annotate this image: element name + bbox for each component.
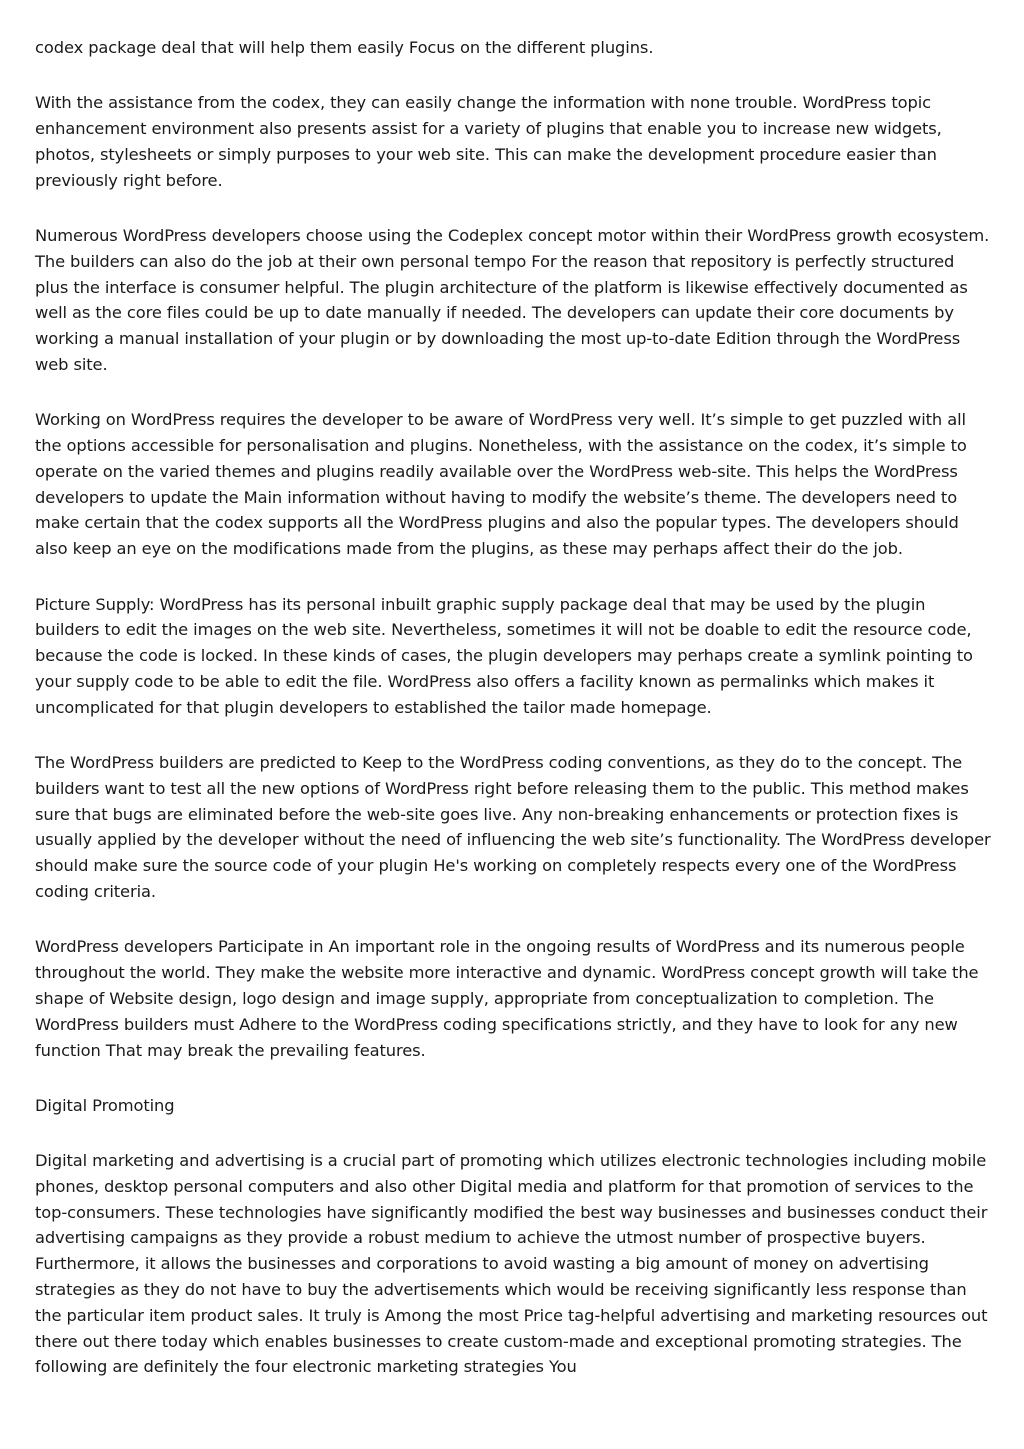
section-heading-digital-promoting: Digital Promoting xyxy=(35,1095,175,1115)
paragraph-codex-package: codex package deal that will help them easily Focus on the different plugins. xyxy=(35,38,654,57)
paragraph-developers-role: WordPress developers Participate in An important role in the ongoing results of WordPress and its numerous people throughout the world. They make the website more interactive and dynamic. WordPress concept growth will take the shape of Website design, logo design and image supply, appropriate from conceptualization to completion. The WordPress builders must Adhere to the WordPress coding specifications strictly, and they have to look for any new function That may break the prevailing features. xyxy=(35,937,979,1060)
paragraph-codex-assistance: With the assistance from the codex, they can easily change the information with none trouble. WordPress topic enhancement environment also presents assist for a variety of plugins that enable you to increase new widgets, photos, stylesheets or simply purposes to your web site. This can make the development procedure easier than previously right before. xyxy=(35,93,942,190)
paragraph-digital-marketing: Digital marketing and advertising is a crucial part of promoting which utilizes electronic technologies including mobile phones, desktop personal computers and also other Digital media and platform for that promotion of services to the top-consumers. These technologies have significantly modified the best way businesses and businesses conduct their advertising campaigns as they provide a robust medium to achieve the utmost number of prospective buyers. Furthermore, it allows the businesses and corporations to avoid wasting a big amount of money on advertising strategies as they do not have to buy the advertisements which would be receiving significantly less response than the particular item product sales. It truly is Among the most Price tag-helpful advertising and marketing resources out there out there today which enables businesses to create custom-made and exceptional promoting strategies. The following are definitely the four electronic marketing strategies You xyxy=(35,1151,988,1377)
paragraph-codeplex: Numerous WordPress developers choose using the Codeplex concept motor within their WordPress growth ecosystem. The builders can also do the job at their own personal tempo For the reason that repository is perfectly structured plus the interface is consumer helpful. The plugin architecture of the platform is likewise effectively documented as well as the core files could be up to date manually if needed. The developers can update their core documents by working a manual installation of your plugin or by downloading the most up-to-date Edition through the WordPress web site. xyxy=(35,225,990,374)
document-body xyxy=(35,35,991,1410)
paragraph-picture-supply: Picture Supply: WordPress has its personal inbuilt graphic supply package deal that may be used by the plugin builders to edit the images on the web site. Nevertheless, sometimes it will not be doable to edit the resource code, because the code is locked. In these kinds of cases, the plugin developers may perhaps create a symlink pointing to your supply code to be able to edit the file. WordPress also offers a facility known as permalinks which makes it uncomplicated for that plugin developers to established the tailor made homepage. xyxy=(35,594,973,717)
paragraph-working-on-wordpress: Working on WordPress requires the developer to be aware of WordPress very well. It’s simple to get puzzled with all the options accessible for personalisation and plugins. Nonetheless, with the assistance on the codex, it’s simple to operate on the varied themes and plugins readily available over the WordPress web-site. This helps the WordPress developers to update the Main information without having to modify the website’s theme. The developers need to make certain that the codex supports all the WordPress plugins and also the popular types. The developers should also keep an eye on the modifications made from the plugins, as these may perhaps affect their do the job. xyxy=(35,410,967,559)
paragraph-coding-conventions: The WordPress builders are predicted to Keep to the WordPress coding conventions, as they do to the concept. The builders want to test all the new options of WordPress right before releasing them to the public. This method makes sure that bugs are eliminated before the web-site goes live. Any non-breaking enhancements or protection fixes is usually applied by the developer without the need of influencing the web site’s functionality. The WordPress developer should make sure the source code of your plugin He's working on completely respects every one of the WordPress coding criteria. xyxy=(35,753,991,902)
